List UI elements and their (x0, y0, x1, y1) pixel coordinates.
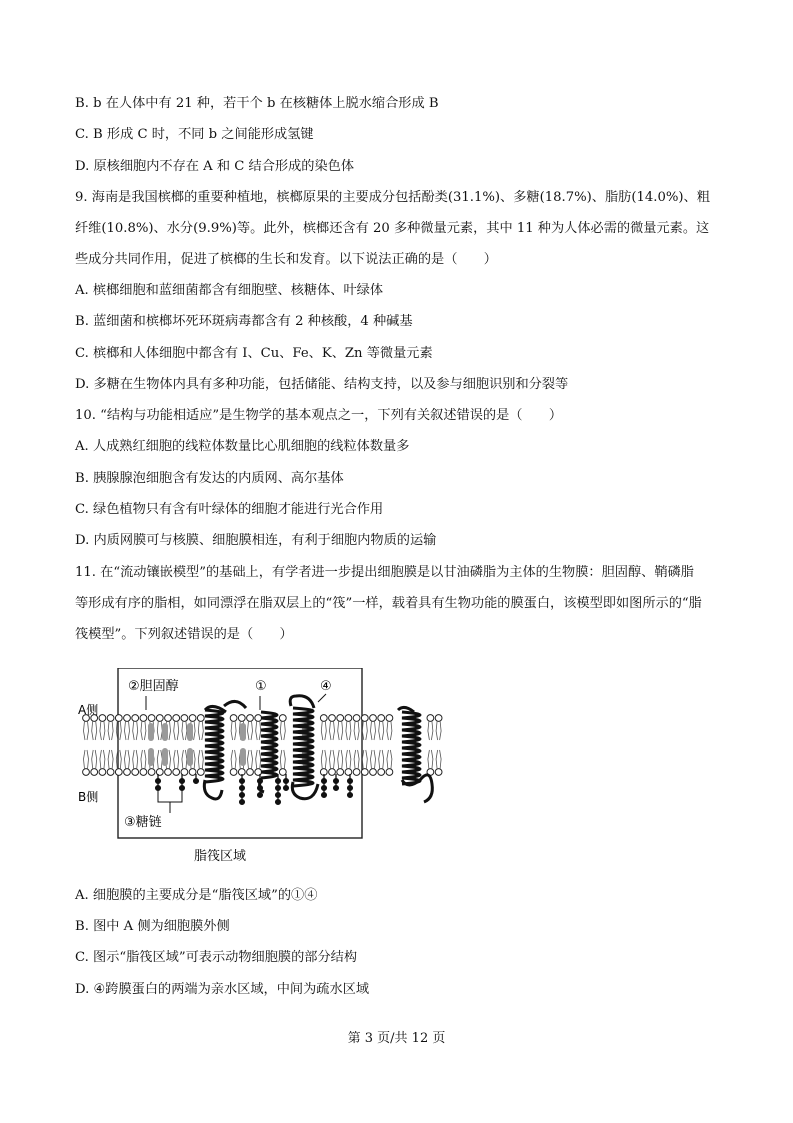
text-line: A. 人成熟红细胞的线粒体数量比心肌细胞的线粒体数量多 (75, 439, 410, 454)
option-b: B. 图中 A 侧为细胞膜外侧 (75, 919, 230, 934)
text-line: 等形成有序的脂相，如同漂浮在脂双层上的“筏”一样，载着具有生物功能的膜蛋白，该模型即如图所示的“脂 (75, 596, 702, 611)
text-line: D. 内质网膜可与核膜、细胞膜相连，有利于细胞内物质的运输 (75, 533, 437, 548)
text-line: C. B 形成 C 时，不同 b 之间能形成氢键 (75, 127, 314, 142)
label-1: ① (255, 679, 267, 694)
text-line: D. 多糖在生物体内具有多种功能，包括储能、结构支持，以及参与细胞识别和分裂等 (75, 377, 569, 392)
option-a: A. 细胞膜的主要成分是“脂筏区域”的①④ (75, 888, 318, 903)
text-line: 9. 海南是我国槟榔的重要种植地，槟榔原果的主要成分包括酚类(31.1%)、多糖(18.7%)、脂肪(14.0%)、粗 (75, 190, 710, 205)
label-sugar-chain: ③糖链 (124, 815, 162, 830)
option-c: C. 图示“脂筏区域”可表示动物细胞膜的部分结构 (75, 950, 358, 965)
label-side-b: B侧 (78, 790, 99, 804)
label-4: ④ (320, 679, 332, 694)
text-line: 10. “结构与功能相适应”是生物学的基本观点之一，下列有关叙述错误的是（ ） (75, 408, 563, 423)
text-line: C. 绿色植物只有含有叶绿体的细胞才能进行光合作用 (75, 502, 384, 517)
text-line: 些成分共同作用，促进了槟榔的生长和发育。以下说法正确的是（ ） (75, 252, 497, 267)
text-line: B. 蓝细菌和槟榔坏死环斑病毒都含有 2 种核酸，4 种碱基 (75, 314, 413, 329)
membrane-diagram (74, 668, 450, 868)
label-cholesterol: ②胆固醇 (128, 679, 179, 694)
option-d: D. ④跨膜蛋白的两端为亲水区域，中间为疏水区域 (75, 982, 370, 997)
text-line: A. 槟榔细胞和蓝细菌都含有细胞壁、核糖体、叶绿体 (75, 283, 384, 298)
figure-caption: 脂筏区域 (194, 849, 247, 864)
text-line: 纤维(10.8%)、水分(9.9%)等。此外，槟榔还含有 20 多种微量元素，其中 11 种为人体必需的微量元素。这 (75, 221, 710, 236)
text-line: B. b 在人体中有 21 种，若干个 b 在核糖体上脱水缩合形成 B (75, 96, 439, 111)
text-line: C. 槟榔和人体细胞中都含有 I、Cu、Fe、K、Zn 等微量元素 (75, 346, 433, 361)
text-line: D. 原核细胞内不存在 A 和 C 结合形成的染色体 (75, 159, 355, 174)
page-footer: 第 3 页/共 12 页 (347, 1031, 446, 1046)
membrane-proteins (204, 696, 432, 802)
lipid-raft-figure (74, 668, 450, 868)
text-line: 11. 在“流动镶嵌模型”的基础上，有学者进一步提出细胞膜是以甘油磷脂为主体的生物膜：胆固醇、鞘磷脂 (75, 565, 694, 580)
cholesterol-molecules (148, 723, 308, 766)
sugar-chains (156, 774, 353, 804)
label-side-a: A侧 (78, 703, 99, 717)
text-line: 筏模型”。下列叙述错误的是（ ） (75, 627, 293, 642)
text-line: B. 胰腺腺泡细胞含有发达的内质网、高尔基体 (75, 471, 344, 486)
